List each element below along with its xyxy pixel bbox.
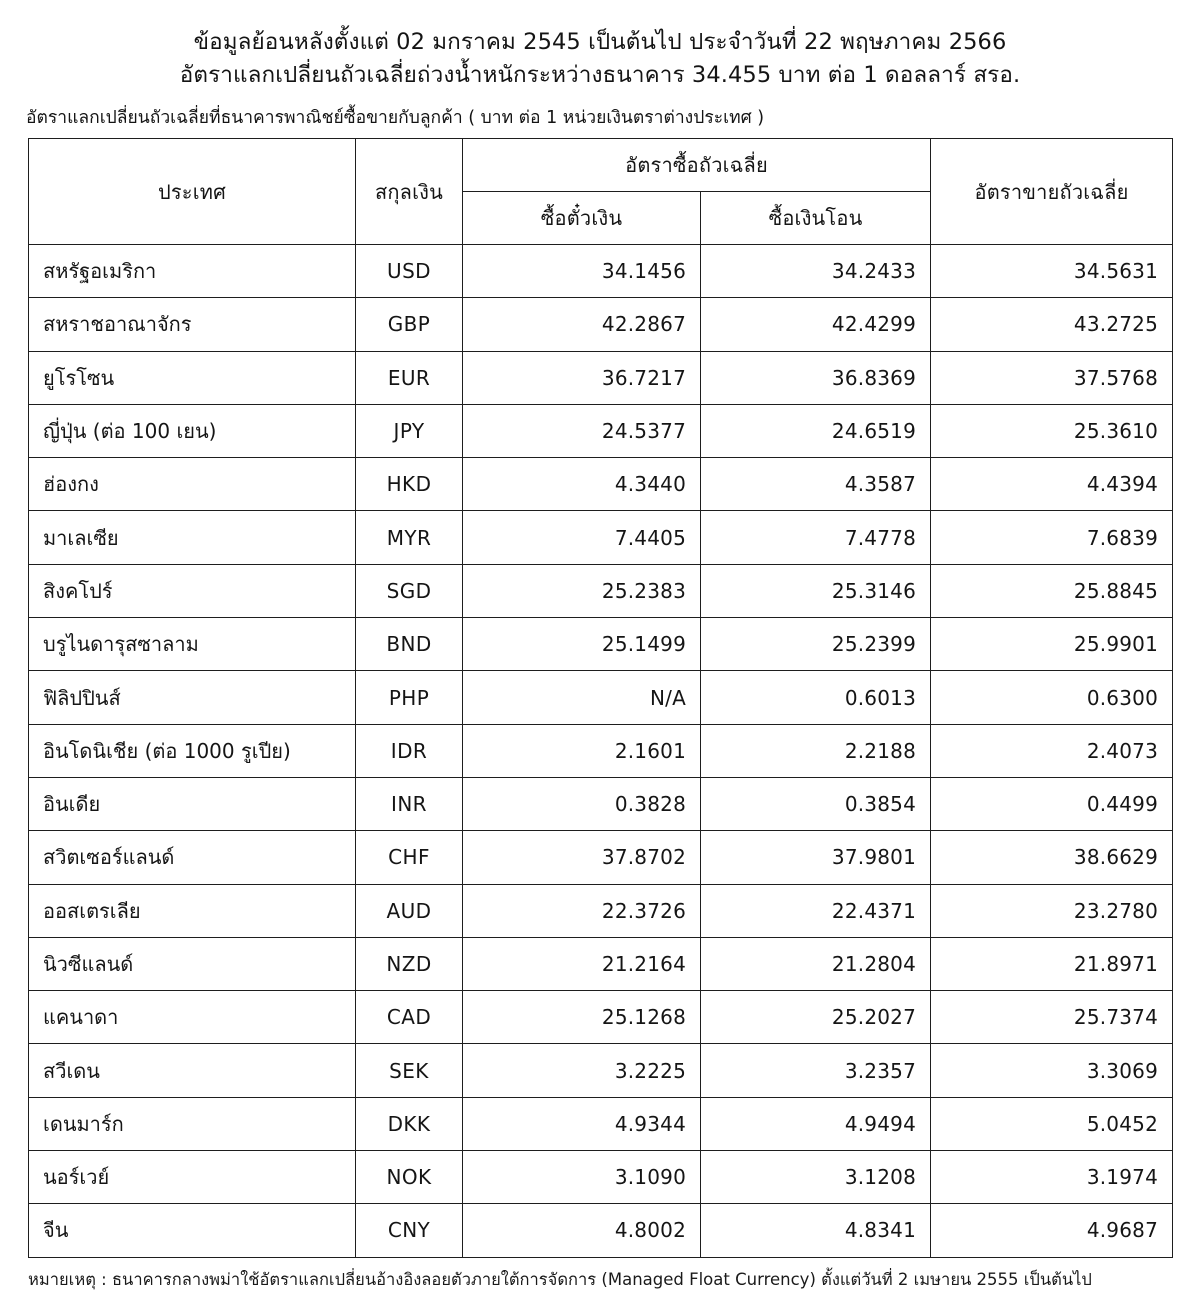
cell-currency-code: JPY [356, 404, 463, 457]
cell-buying-transfer: 34.2433 [701, 245, 931, 298]
cell-buying-transfer: 4.3587 [701, 458, 931, 511]
cell-currency-code: CHF [356, 831, 463, 884]
table-row [29, 991, 1173, 1044]
cell-country: ออสเตรเลีย [29, 884, 356, 937]
cell-currency-code: NOK [356, 1151, 463, 1204]
table-row [29, 884, 1173, 937]
cell-buying-transfer: 2.2188 [701, 724, 931, 777]
cell-currency-code: USD [356, 245, 463, 298]
cell-buying-sight-bill: N/A [463, 671, 701, 724]
page-header [0, 0, 1200, 92]
cell-selling-rate: 23.2780 [931, 884, 1173, 937]
cell-buying-sight-bill: 25.1499 [463, 618, 701, 671]
table-header-row-top [29, 139, 1173, 192]
cell-selling-rate: 4.4394 [931, 458, 1173, 511]
cell-buying-transfer: 4.9494 [701, 1097, 931, 1150]
table-row [29, 298, 1173, 351]
column-header-buying-sight-bill: ซื้อตั๋วเงิน [463, 192, 701, 245]
cell-country: มาเลเซีย [29, 511, 356, 564]
cell-buying-transfer: 42.4299 [701, 298, 931, 351]
cell-selling-rate: 25.3610 [931, 404, 1173, 457]
table-row [29, 351, 1173, 404]
cell-selling-rate: 21.8971 [931, 937, 1173, 990]
cell-selling-rate: 25.7374 [931, 991, 1173, 1044]
cell-country: สวีเดน [29, 1044, 356, 1097]
cell-buying-sight-bill: 2.1601 [463, 724, 701, 777]
cell-buying-sight-bill: 25.2383 [463, 564, 701, 617]
cell-buying-transfer: 0.3854 [701, 777, 931, 830]
cell-currency-code: DKK [356, 1097, 463, 1150]
cell-buying-transfer: 7.4778 [701, 511, 931, 564]
table-row [29, 1044, 1173, 1097]
table-row [29, 671, 1173, 724]
cell-selling-rate: 3.3069 [931, 1044, 1173, 1097]
cell-country: ยูโรโซน [29, 351, 356, 404]
table-row [29, 937, 1173, 990]
cell-currency-code: GBP [356, 298, 463, 351]
cell-currency-code: IDR [356, 724, 463, 777]
table-subtitle: อัตราแลกเปลี่ยนถัวเฉลี่ยที่ธนาคารพาณิชย์ซื้อขายกับลูกค้า ( บาท ต่อ 1 หน่วยเงินตราต่างประเทศ ) [26, 108, 765, 128]
cell-country: ฟิลิปปินส์ [29, 671, 356, 724]
cell-buying-transfer: 25.3146 [701, 564, 931, 617]
cell-buying-transfer: 25.2027 [701, 991, 931, 1044]
page-title-line-1: ข้อมูลย้อนหลังตั้งแต่ 02 มกราคม 2545 เป็นต้นไป ประจำวันที่ 22 พฤษภาคม 2566 [193, 29, 1007, 55]
cell-country: สวิตเซอร์แลนด์ [29, 831, 356, 884]
cell-selling-rate: 34.5631 [931, 245, 1173, 298]
table-row [29, 1151, 1173, 1204]
cell-buying-sight-bill: 3.2225 [463, 1044, 701, 1097]
cell-currency-code: SGD [356, 564, 463, 617]
cell-buying-sight-bill: 34.1456 [463, 245, 701, 298]
cell-country: บรูไนดารุสซาลาม [29, 618, 356, 671]
column-header-buying-transfer: ซื้อเงินโอน [701, 192, 931, 245]
cell-selling-rate: 37.5768 [931, 351, 1173, 404]
cell-selling-rate: 38.6629 [931, 831, 1173, 884]
cell-currency-code: NZD [356, 937, 463, 990]
cell-buying-sight-bill: 4.3440 [463, 458, 701, 511]
table-row [29, 831, 1173, 884]
table-row [29, 1097, 1173, 1150]
cell-selling-rate: 0.4499 [931, 777, 1173, 830]
table-row [29, 618, 1173, 671]
cell-currency-code: INR [356, 777, 463, 830]
table-row [29, 724, 1173, 777]
table-row [29, 564, 1173, 617]
table-row [29, 458, 1173, 511]
cell-currency-code: EUR [356, 351, 463, 404]
cell-buying-sight-bill: 0.3828 [463, 777, 701, 830]
cell-country: ญี่ปุ่น (ต่อ 100 เยน) [29, 404, 356, 457]
cell-selling-rate: 0.6300 [931, 671, 1173, 724]
exchange-rate-table-container [28, 138, 1172, 1258]
cell-selling-rate: 4.9687 [931, 1204, 1173, 1257]
cell-selling-rate: 25.8845 [931, 564, 1173, 617]
column-header-currency: สกุลเงิน [356, 139, 463, 245]
cell-buying-transfer: 25.2399 [701, 618, 931, 671]
column-header-buying-group: อัตราซื้อถัวเฉลี่ย [463, 139, 931, 192]
cell-currency-code: AUD [356, 884, 463, 937]
cell-currency-code: CAD [356, 991, 463, 1044]
table-head [29, 139, 1173, 245]
table-row [29, 1204, 1173, 1257]
cell-country: อินเดีย [29, 777, 356, 830]
cell-country: จีน [29, 1204, 356, 1257]
cell-currency-code: MYR [356, 511, 463, 564]
cell-selling-rate: 3.1974 [931, 1151, 1173, 1204]
table-row [29, 511, 1173, 564]
cell-country: สิงคโปร์ [29, 564, 356, 617]
exchange-rate-table [28, 138, 1173, 1258]
cell-buying-sight-bill: 3.1090 [463, 1151, 701, 1204]
cell-country: นิวซีแลนด์ [29, 937, 356, 990]
cell-currency-code: PHP [356, 671, 463, 724]
cell-buying-sight-bill: 36.7217 [463, 351, 701, 404]
cell-buying-transfer: 37.9801 [701, 831, 931, 884]
cell-country: ฮ่องกง [29, 458, 356, 511]
cell-country: สหรัฐอเมริกา [29, 245, 356, 298]
table-row [29, 245, 1173, 298]
cell-country: สหราชอาณาจักร [29, 298, 356, 351]
cell-currency-code: SEK [356, 1044, 463, 1097]
cell-buying-transfer: 0.6013 [701, 671, 931, 724]
cell-buying-sight-bill: 7.4405 [463, 511, 701, 564]
cell-buying-transfer: 3.1208 [701, 1151, 931, 1204]
cell-country: แคนาดา [29, 991, 356, 1044]
cell-buying-sight-bill: 21.2164 [463, 937, 701, 990]
cell-buying-sight-bill: 4.8002 [463, 1204, 701, 1257]
column-header-country: ประเทศ [29, 139, 356, 245]
cell-buying-transfer: 24.6519 [701, 404, 931, 457]
cell-buying-sight-bill: 25.1268 [463, 991, 701, 1044]
cell-selling-rate: 2.4073 [931, 724, 1173, 777]
cell-buying-sight-bill: 42.2867 [463, 298, 701, 351]
cell-buying-sight-bill: 24.5377 [463, 404, 701, 457]
cell-buying-sight-bill: 37.8702 [463, 831, 701, 884]
cell-buying-sight-bill: 4.9344 [463, 1097, 701, 1150]
cell-currency-code: CNY [356, 1204, 463, 1257]
page-title-line-2: อัตราแลกเปลี่ยนถัวเฉลี่ยถ่วงน้ำหนักระหว่างธนาคาร 34.455 บาท ต่อ 1 ดอลลาร์ สรอ. [179, 62, 1021, 88]
cell-country: เดนมาร์ก [29, 1097, 356, 1150]
table-body [29, 245, 1173, 1258]
table-row [29, 777, 1173, 830]
cell-country: นอร์เวย์ [29, 1151, 356, 1204]
cell-buying-transfer: 21.2804 [701, 937, 931, 990]
cell-selling-rate: 7.6839 [931, 511, 1173, 564]
cell-currency-code: BND [356, 618, 463, 671]
cell-selling-rate: 43.2725 [931, 298, 1173, 351]
table-footnote: หมายเหตุ : ธนาคารกลางพม่าใช้อัตราแลกเปลี่ยนอ้างอิงลอยตัวภายใต้การจัดการ (Managed Float Currency) ตั้งแต่วันที่ 2 เมษายน 2555 เป็นต้นไป [28, 1269, 1092, 1289]
cell-buying-transfer: 4.8341 [701, 1204, 931, 1257]
cell-buying-sight-bill: 22.3726 [463, 884, 701, 937]
column-header-selling-rate: อัตราขายถัวเฉลี่ย [931, 139, 1173, 245]
cell-selling-rate: 5.0452 [931, 1097, 1173, 1150]
cell-country: อินโดนิเชีย (ต่อ 1000 รูเปีย) [29, 724, 356, 777]
cell-buying-transfer: 22.4371 [701, 884, 931, 937]
cell-buying-transfer: 3.2357 [701, 1044, 931, 1097]
cell-selling-rate: 25.9901 [931, 618, 1173, 671]
cell-currency-code: HKD [356, 458, 463, 511]
table-row [29, 404, 1173, 457]
cell-buying-transfer: 36.8369 [701, 351, 931, 404]
